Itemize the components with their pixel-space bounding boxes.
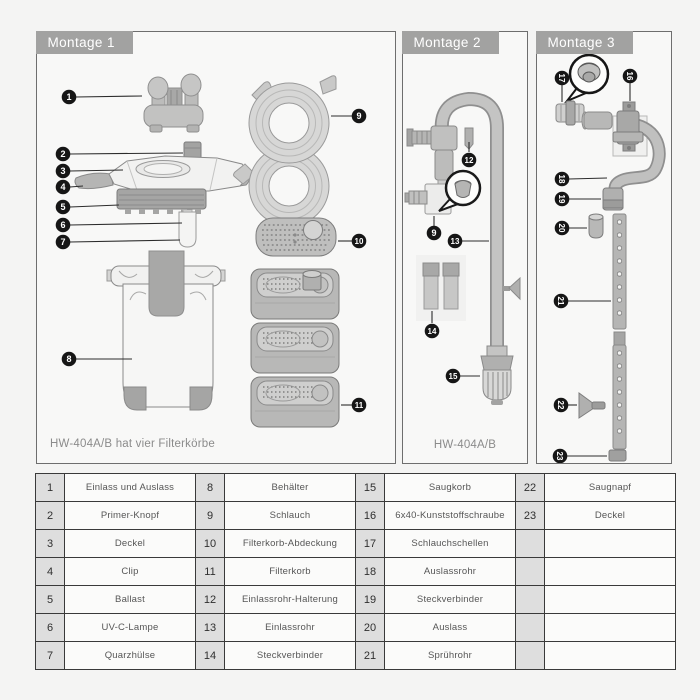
part-label-cell: Schlauch (225, 502, 356, 530)
part-label-cell: Sprührohr (385, 642, 516, 670)
callout-leader-line (76, 96, 142, 97)
callout-number: 7 (60, 237, 66, 247)
callout-number: 2 (60, 149, 66, 159)
part-label-cell (545, 642, 676, 670)
callout-leader-line (70, 240, 180, 242)
montage1-panel (36, 31, 396, 464)
filter-basket (251, 377, 339, 427)
spray-hole (617, 220, 621, 224)
callout-12 (462, 142, 477, 167)
callout-leader-line (569, 178, 607, 179)
callout-9 (427, 216, 442, 240)
callout-number: 1 (66, 92, 72, 102)
parts-table (35, 473, 676, 670)
callout-number: 22 (556, 400, 565, 410)
connectors-art (416, 255, 466, 321)
filter-basket (251, 323, 339, 373)
callout-number: 17 (557, 73, 566, 83)
part-number-cell: 20 (356, 614, 385, 642)
callout-8 (62, 352, 132, 367)
part-label-cell: Behälter (225, 474, 356, 502)
part-label-cell: Schlauchschellen (385, 530, 516, 558)
part-number-cell: 10 (196, 530, 225, 558)
callout-number: 9 (431, 228, 437, 238)
outlet-nozzle-art (589, 214, 603, 238)
filter-basket (251, 269, 339, 319)
canister-art (107, 251, 225, 410)
callout-5 (56, 200, 119, 215)
spray-hole (617, 272, 621, 276)
parts-table-row (36, 530, 676, 558)
spray-hole (617, 351, 621, 355)
parts-table-row (36, 558, 676, 586)
callout-leader-line (70, 205, 119, 207)
part-label-cell: Auslass (385, 614, 516, 642)
part-label-cell: UV-C-Lampe (65, 614, 196, 642)
callout-11 (341, 398, 366, 413)
basket-cover-art (256, 218, 336, 256)
callout-number: 6 (60, 220, 66, 230)
spray-hole (617, 259, 621, 263)
callout-13 (448, 234, 489, 249)
callout-1 (62, 90, 142, 105)
callout-number: 14 (427, 327, 437, 336)
part-label-cell: Einlassrohr (225, 614, 356, 642)
part-label-cell: Einlass und Auslass (65, 474, 196, 502)
part-number-cell: 4 (36, 558, 65, 586)
parts-table-row (36, 614, 676, 642)
part-number-cell: 9 (196, 502, 225, 530)
sleeve-connector-art (603, 188, 623, 210)
part-label-cell: Saugnapf (545, 474, 676, 502)
spray-bar-art (613, 214, 626, 449)
spray-hole (617, 364, 621, 368)
part-label-cell: Clip (65, 558, 196, 586)
part-number-cell: 14 (196, 642, 225, 670)
callout-number: 3 (60, 166, 66, 176)
hose-clamp-art (556, 101, 584, 125)
part-number-cell: 17 (356, 530, 385, 558)
callout-number: 21 (556, 296, 565, 306)
spray-hole (617, 298, 621, 302)
part-label-cell: 6x40-Kunststoffschraube (385, 502, 516, 530)
part-label-cell: Steckverbinder (225, 642, 356, 670)
callout-19 (555, 192, 601, 207)
magnifier-detail (567, 55, 608, 101)
part-number-cell: 6 (36, 614, 65, 642)
part-number-cell: 12 (196, 586, 225, 614)
part-label-cell: Primer-Knopf (65, 502, 196, 530)
callout-23 (553, 449, 607, 463)
part-number-cell: 8 (196, 474, 225, 502)
part-number-cell: 19 (356, 586, 385, 614)
part-label-cell: Einlassrohr-Halterung (225, 586, 356, 614)
part-label-cell: Steckverbinder (385, 586, 516, 614)
spray-hole (617, 285, 621, 289)
part-number-cell: 16 (356, 502, 385, 530)
callout-7 (56, 235, 180, 250)
part-number-cell: 5 (36, 586, 65, 614)
suction-cup-art (579, 393, 605, 418)
montage2-caption: HW-404A/B (433, 439, 497, 451)
callout-leader-line (70, 223, 182, 225)
part-label-cell: Ballast (65, 586, 196, 614)
callout-number: 16 (625, 71, 634, 81)
part-number-cell: 7 (36, 642, 65, 670)
part-number-cell: 13 (196, 614, 225, 642)
spray-hole (617, 416, 621, 420)
callout-number: 5 (60, 202, 66, 212)
spray-hole (617, 403, 621, 407)
parts-table-row (36, 586, 676, 614)
part-number-cell: 3 (36, 530, 65, 558)
callout-21 (554, 294, 611, 309)
part-label-cell (545, 530, 676, 558)
spray-hole (617, 377, 621, 381)
callout-9 (331, 109, 366, 124)
part-label-cell: Auslassrohr (385, 558, 516, 586)
part-number-cell: 15 (356, 474, 385, 502)
montage3-panel (536, 31, 672, 464)
part-label-cell: Deckel (545, 502, 676, 530)
callout-number: 4 (60, 182, 66, 192)
part-label-cell: Saugkorb (385, 474, 516, 502)
callout-number: 20 (557, 223, 566, 233)
callout-22 (554, 398, 577, 413)
callout-number: 18 (557, 174, 566, 184)
part-label-cell: Filterkorb (225, 558, 356, 586)
montage3-tab: Montage 3 (536, 31, 633, 54)
callout-leader-line (70, 153, 183, 154)
part-number-cell: 23 (516, 502, 545, 530)
montage2-diagram (403, 32, 527, 463)
callout-number: 13 (450, 237, 460, 246)
callout-number: 8 (66, 354, 72, 364)
part-number-cell: 18 (356, 558, 385, 586)
callout-20 (555, 221, 587, 236)
callout-number: 23 (555, 451, 564, 461)
callout-18 (555, 172, 607, 187)
part-number-cell (516, 586, 545, 614)
montage1-diagram (37, 32, 395, 463)
part-number-cell (516, 642, 545, 670)
callout-10 (338, 234, 366, 249)
montage2-panel (402, 31, 528, 464)
callout-number: 11 (354, 401, 364, 410)
callout-15 (446, 369, 480, 384)
callout-number: 15 (448, 372, 458, 381)
montage2-tab: Montage 2 (402, 31, 499, 54)
part-label-cell (545, 614, 676, 642)
strainer-art (481, 346, 513, 405)
callout-16 (623, 69, 638, 101)
montage1-caption: HW-404A/B hat vier Filterkörbe (50, 438, 215, 450)
part-number-cell (516, 614, 545, 642)
hoses-art (234, 76, 337, 226)
end-cap-art (609, 450, 626, 461)
part-label-cell (545, 558, 676, 586)
part-number-cell: 11 (196, 558, 225, 586)
outlet-elbow-art (582, 102, 659, 189)
parts-table-row (36, 502, 676, 530)
part-label-cell (545, 586, 676, 614)
spray-hole (617, 429, 621, 433)
pump-head-art (75, 142, 250, 247)
callout-number: 19 (557, 194, 566, 204)
parts-table-row (36, 642, 676, 670)
part-number-cell (516, 530, 545, 558)
spray-hole (617, 390, 621, 394)
suction-clip-art (502, 278, 520, 299)
part-label-cell: Deckel (65, 530, 196, 558)
part-label-cell: Quarzhülse (65, 642, 196, 670)
montage3-diagram (537, 32, 671, 463)
parts-table-body (36, 474, 676, 670)
part-number-cell: 21 (356, 642, 385, 670)
filter-baskets-art (251, 269, 339, 427)
montage1-tab: Montage 1 (36, 31, 133, 54)
callout-6 (56, 218, 182, 233)
inlet-outlet-adapter-art (144, 74, 203, 132)
callout-17 (555, 71, 570, 102)
spray-hole (617, 311, 621, 315)
callout-number: 10 (354, 237, 364, 246)
part-number-cell: 22 (516, 474, 545, 502)
part-number-cell: 2 (36, 502, 65, 530)
spray-hole (617, 246, 621, 250)
callout-number: 9 (356, 111, 362, 121)
parts-table-row (36, 474, 676, 502)
part-label-cell: Filterkorb-Abdeckung (225, 530, 356, 558)
part-number-cell: 1 (36, 474, 65, 502)
callout-number: 12 (464, 156, 474, 165)
spray-hole (617, 233, 621, 237)
part-number-cell (516, 558, 545, 586)
